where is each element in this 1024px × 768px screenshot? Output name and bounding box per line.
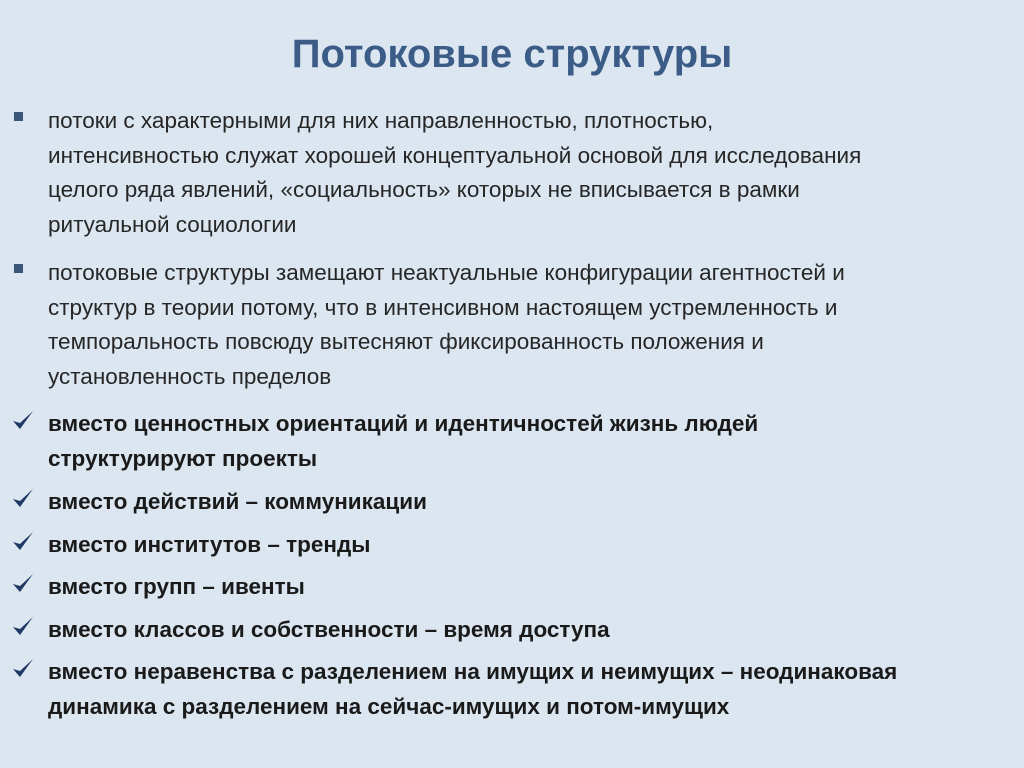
text-line: темпоральность повсюду вытесняют фиксированность положения и bbox=[48, 329, 764, 354]
text-line: потоковые структуры замещают неактуальные конфигурации агентностей и bbox=[48, 260, 845, 285]
text-line: ритуальной социологии bbox=[48, 211, 297, 237]
check-icon bbox=[10, 408, 36, 434]
text-line: вместо неравенства с разделением на имущих и неимущих – неодинаковая bbox=[48, 659, 898, 684]
check-text bbox=[48, 527, 370, 562]
check-text bbox=[48, 569, 305, 604]
text-line: вместо групп – ивенты bbox=[48, 574, 305, 599]
check-icon bbox=[10, 614, 36, 640]
check-text bbox=[48, 406, 758, 476]
check-icon bbox=[10, 486, 36, 512]
text-line: динамика с разделением на сейчас-имущих и потом-имущих bbox=[48, 694, 730, 719]
check-text bbox=[48, 612, 610, 647]
bullet-text bbox=[48, 256, 845, 394]
text-line: структурируют проекты bbox=[48, 446, 318, 471]
square-bullet-icon bbox=[14, 264, 23, 273]
check-icon bbox=[10, 656, 36, 682]
text-line: потоки с характерными для них направленностью, плотностью, bbox=[48, 108, 714, 133]
text-line: вместо классов и собственности – время доступа bbox=[48, 617, 610, 642]
text-line: целого ряда явлений, «социальность» которых не вписывается в рамки bbox=[48, 177, 800, 202]
text-line: установленность пределов bbox=[48, 363, 332, 389]
check-icon bbox=[10, 529, 36, 555]
text-line: вместо институтов – тренды bbox=[48, 532, 371, 557]
text-line: вместо ценностных ориентаций и идентичностей жизнь людей bbox=[48, 411, 759, 436]
check-text bbox=[48, 484, 427, 519]
text-line: вместо действий – коммуникации bbox=[48, 489, 427, 514]
text-line: интенсивностью служат хорошей концептуальной основой для исследования bbox=[48, 142, 862, 168]
check-icon bbox=[10, 571, 36, 597]
square-bullet-icon bbox=[14, 112, 23, 121]
slide-title: Потоковые структуры bbox=[291, 32, 733, 76]
text-line: структур в теории потому, что в интенсивном настоящем устремленность и bbox=[48, 294, 838, 320]
check-text bbox=[48, 654, 897, 724]
bullet-text bbox=[48, 104, 861, 242]
